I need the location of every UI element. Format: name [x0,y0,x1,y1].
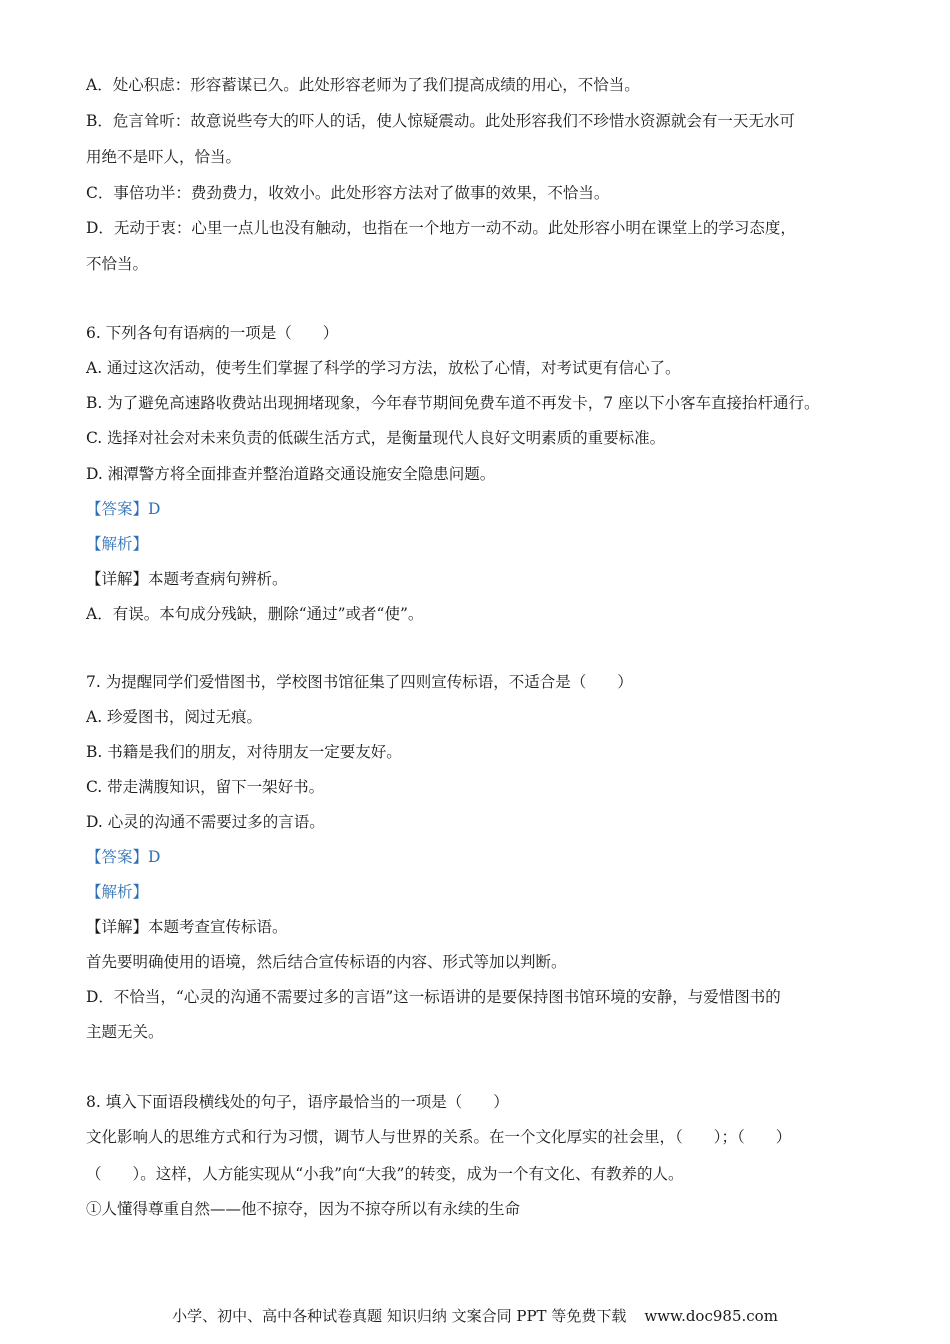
q6-option-c: C. 选择对社会对未来负责的低碳生活方式，是衡量现代人良好文明素质的重要标准。 [86,429,666,447]
page-footer [0,1305,950,1326]
footer-text: 小学、初中、高中各种试卷真题 知识归纳 文案合同 PPT 等免费下载 [172,1307,627,1325]
q6-detail: 【详解】本题考查病句辨析。 [86,570,288,588]
q6-option-b: B. 为了避免高速路收费站出现拥堵现象，今年春节期间免费车道不再发卡，7 座以下小客车直接抬杆通行。 [86,394,820,412]
q6-stem: 6. 下列各句有语病的一项是（ ） [86,324,339,342]
explanation-c: C．事倍功半：费劲费力，收效小。此处形容方法对了做事的效果，不恰当。 [86,184,610,202]
q7-detail: 【详解】本题考查宣传标语。 [86,918,288,936]
q6-option-d: D. 湘潭警方将全面排查并整治道路交通设施安全隐患问题。 [86,465,496,483]
q7-explain-1: 首先要明确使用的语境，然后结合宣传标语的内容、形式等加以判断。 [86,953,567,971]
q6-option-a: A. 通过这次活动，使考生们掌握了科学的学习方法，放松了心情，对考试更有信心了。 [86,359,681,377]
q7-explain-3: 主题无关。 [86,1023,164,1041]
q7-analysis: 【解析】 [86,883,149,901]
q6-explain: A．有误。本句成分残缺，删除“通过”或者“使”。 [86,605,424,623]
q7-answer: 【答案】D [86,848,161,866]
q7-option-c: C. 带走满腹知识，留下一架好书。 [86,778,325,796]
explanation-d-cont: 不恰当。 [86,255,149,273]
q8-passage-2: （ ）。这样，人方能实现从“小我”向“大我”的转变，成为一个有文化、有教养的人。 [86,1165,684,1183]
footer-url[interactable]: www.doc985.com [644,1307,778,1325]
q6-answer: 【答案】D [86,500,161,518]
q8-stem: 8. 填入下面语段横线处的句子，语序最恰当的一项是（ ） [86,1093,509,1111]
q7-explain-2: D．不恰当，“心灵的沟通不需要过多的言语”这一标语讲的是要保持图书馆环境的安静，与爱惜图书的 [86,988,781,1006]
q7-option-d: D. 心灵的沟通不需要过多的言语。 [86,813,325,831]
explanation-b-cont: 用绝不是吓人，恰当。 [86,148,242,166]
q7-option-b: B. 书籍是我们的朋友，对待朋友一定要友好。 [86,743,402,761]
q7-stem: 7. 为提醒同学们爱惜图书，学校图书馆征集了四则宣传标语，不适合是（ ） [86,673,633,691]
q8-passage-1: 文化影响人的思维方式和行为习惯，调节人与世界的关系。在一个文化厚实的社会里，（ ）；（ ） [86,1128,792,1146]
explanation-a: A．处心积虑：形容蓄谋已久。此处形容老师为了我们提高成绩的用心，不恰当。 [86,76,640,94]
explanation-d: D．无动于衷：心里一点儿也没有触动，也指在一个地方一动不动。此处形容小明在课堂上的学习态度， [86,219,796,237]
q7-option-a: A. 珍爱图书，阅过无痕。 [86,708,263,726]
q8-item-1: ①人懂得尊重自然——他不掠夺，因为不掠夺所以有永续的生命 [86,1200,521,1218]
explanation-b: B．危言耸听：故意说些夸大的吓人的话，使人惊疑震动。此处形容我们不珍惜水资源就会有一天无水可 [86,112,795,130]
q6-analysis: 【解析】 [86,535,149,553]
